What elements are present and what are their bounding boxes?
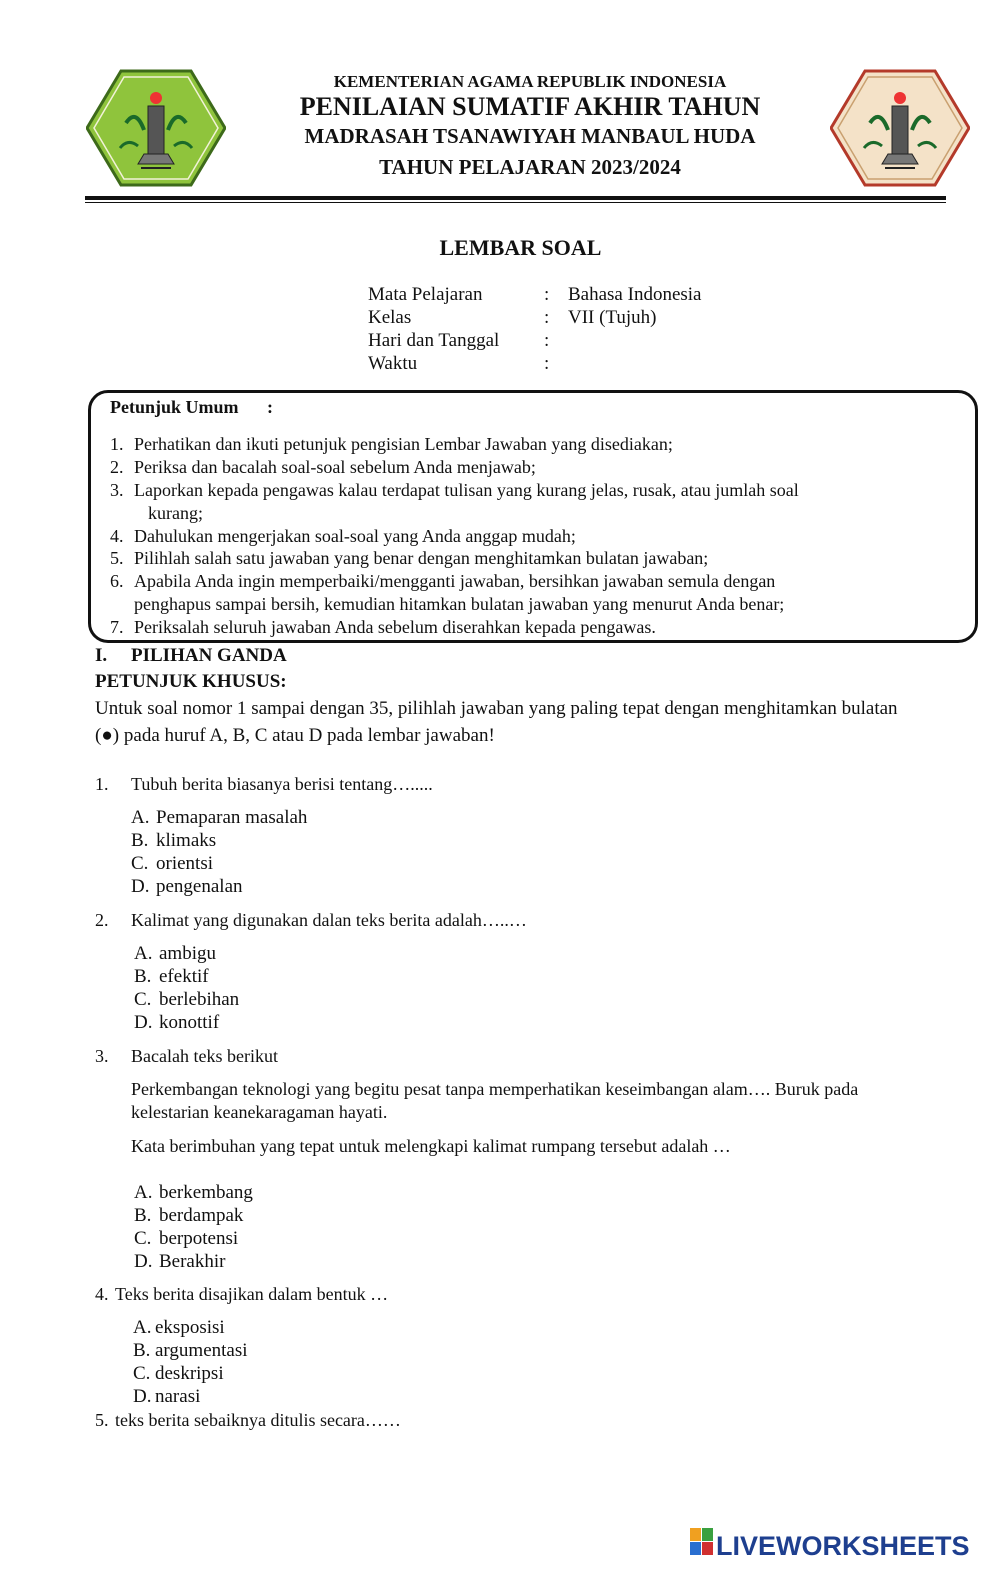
question-text: teks berita sebaiknya ditulis secara…… [115,1410,401,1430]
madrasah-logo [830,68,970,188]
question-number: 1. [95,774,109,794]
section-number: I. [95,645,108,666]
question-number: 5. [95,1410,109,1430]
option-letter: B. [134,966,152,987]
question-number: 3. [95,1046,109,1066]
option-text: efektif [159,966,209,987]
option-letter: C. [134,1228,152,1249]
school-name: MADRASAH TSANAWIYAH MANBAUL HUDA [304,124,756,148]
question-number: 2. [95,910,109,930]
ministry-name: KEMENTERIAN AGAMA REPUBLIK INDONESIA [333,72,727,91]
academic-year: TAHUN PELAJARAN 2023/2024 [379,155,681,179]
instruction-text: kurang; [148,503,203,523]
instruction-number: 1. [110,434,124,454]
meta-value: VII (Tujuh) [568,307,657,328]
instruction-text: Dahulukan mengerjakan soal-soal yang Anda anggap mudah; [134,526,576,546]
option-text: orientsi [156,853,213,874]
option-text: berdampak [159,1205,244,1226]
option-letter: B. [131,830,149,851]
option-text: ambigu [159,943,216,964]
option-letter: B. [134,1205,152,1226]
option-text: konottif [159,1012,220,1033]
option-text: berlebihan [159,989,240,1010]
option-text: argumentasi [155,1340,248,1361]
option-text: pengenalan [156,876,243,897]
option-letter: D. [134,1012,153,1033]
instruction-number: 7. [110,617,124,637]
instructions-heading: Petunjuk Umum [110,397,239,417]
liveworksheets-logo [690,1524,990,1560]
meta-value: Bahasa Indonesia [568,284,702,305]
instruction-text: Periksalah seluruh jawaban Anda sebelum diserahkan kepada pengawas. [134,617,656,637]
option-letter: C. [131,853,149,874]
instruction-text: Periksa dan bacalah soal-soal sebelum Anda menjawab; [134,457,536,477]
meta-label: Hari dan Tanggal [368,330,500,351]
instruction-number: 6. [110,571,124,591]
question-prompt: Kata berimbuhan yang tepat untuk melengkapi kalimat rumpang tersebut adalah … [131,1136,731,1156]
meta-sep: : [544,330,550,351]
instruction-number: 3. [110,480,124,500]
option-text: Pemaparan masalah [156,807,308,828]
sheet-title: LEMBAR SOAL [439,235,602,260]
yayasan-logo [86,68,226,188]
option-text: deskripsi [155,1363,224,1384]
instruction-number: 4. [110,526,124,546]
option-letter: A. [134,1182,153,1203]
instruction-text: penghapus sampai bersih, kemudian hitamkan bulatan jawaban yang menurut Anda benar; [134,594,785,614]
instruction-text: Apabila Anda ingin memperbaiki/mengganti jawaban, bersihkan jawaban semula dengan [134,571,776,591]
meta-label: Waktu [368,353,418,374]
option-text: Berakhir [159,1251,226,1272]
option-letter: C. [134,989,152,1010]
meta-label: Kelas [368,307,412,328]
option-text: berpotensi [159,1228,239,1249]
special-instructions-text: Untuk soal nomor 1 sampai dengan 35, pilihlah jawaban yang paling tepat dengan menghitamkan bulatan [95,698,898,719]
instruction-text: Perhatikan dan ikuti petunjuk pengisian Lembar Jawaban yang disediakan; [134,434,673,454]
question-text: Kalimat yang digunakan dalan teks berita adalah…..… [131,910,527,930]
instruction-text: Pilihlah salah satu jawaban yang benar dengan menghitamkan bulatan jawaban; [134,548,709,568]
option-letter: D. [133,1386,152,1407]
instruction-number: 5. [110,548,124,568]
question-passage: Perkembangan teknologi yang begitu pesat tanpa memperhatikan keseimbangan alam…. Buruk pada [131,1079,859,1099]
header-rule-thick [85,196,946,200]
special-instructions-heading: PETUNJUK KHUSUS: [95,671,287,692]
section-title: PILIHAN GANDA [131,645,287,666]
special-instructions-text: (●) pada huruf A, B, C atau D pada lembar jawaban! [95,725,495,746]
option-text: narasi [155,1386,201,1407]
option-letter: A. [133,1317,152,1338]
option-text: eksposisi [155,1317,225,1338]
option-text: berkembang [159,1182,253,1203]
instruction-text: Laporkan kepada pengawas kalau terdapat tulisan yang kurang jelas, rusak, atau jumlah soal [134,480,799,500]
question-passage: kelestarian keanekaragaman hayati. [131,1102,388,1122]
instructions-heading-colon: : [267,397,273,417]
option-letter: A. [134,943,153,964]
option-letter: C. [133,1363,151,1384]
question-text: Bacalah teks berikut [131,1046,278,1066]
option-letter: D. [134,1251,153,1272]
watermark-text: LIVEWORKSHEETS [716,1531,970,1560]
option-letter: B. [133,1340,151,1361]
header-rule-thin [85,202,946,203]
option-letter: A. [131,807,150,828]
question-number: 4. [95,1284,109,1304]
meta-sep: : [544,353,550,374]
meta-sep: : [544,307,550,328]
exam-title: PENILAIAN SUMATIF AKHIR TAHUN [299,92,761,121]
question-text: Tubuh berita biasanya berisi tentang…..... [131,774,433,794]
instruction-number: 2. [110,457,124,477]
meta-label: Mata Pelajaran [368,284,483,305]
meta-sep: : [544,284,550,305]
question-text: Teks berita disajikan dalam bentuk … [115,1284,389,1304]
option-letter: D. [131,876,150,897]
option-text: klimaks [156,830,217,851]
